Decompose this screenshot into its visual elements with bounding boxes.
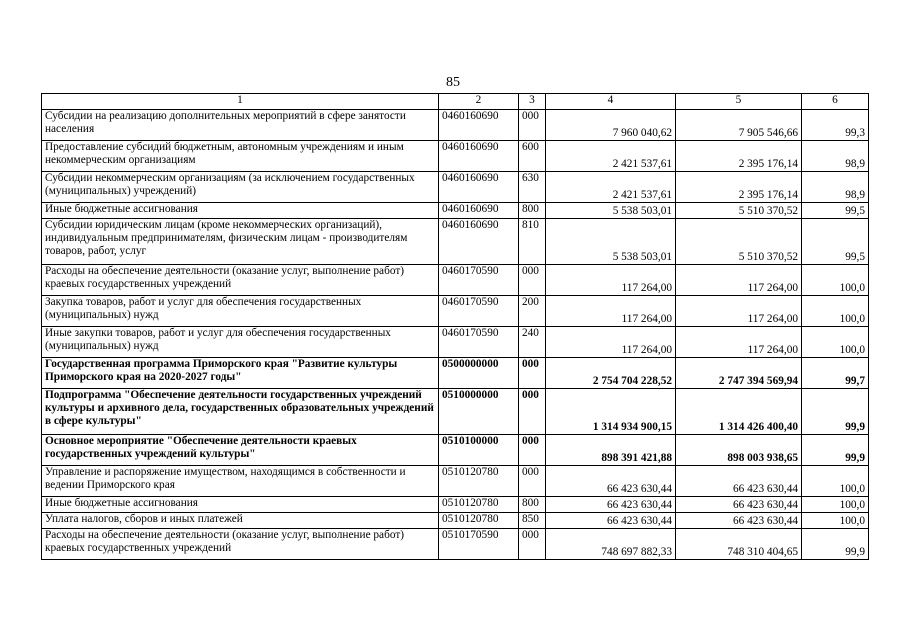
row-code: 0460160690 — [439, 110, 519, 141]
page-number: 85 — [446, 75, 460, 90]
row-name: Подпрограмма "Обеспечение деятельности государственных учреждений культуры и архивного дела, государственных образовательных учреждений в сфере культуры" — [42, 389, 439, 435]
row-percent: 99,9 — [802, 435, 869, 466]
table-row — [42, 513, 869, 529]
row-actual-amount: 66 423 630,44 — [676, 513, 802, 529]
row-name: Субсидии на реализацию дополнительных мероприятий в сфере занятости населения — [42, 110, 439, 141]
row-percent: 100,0 — [802, 513, 869, 529]
column-header: 1 — [42, 94, 439, 110]
row-code: 0510120780 — [439, 513, 519, 529]
row-actual-amount: 66 423 630,44 — [676, 466, 802, 497]
row-code: 0460170590 — [439, 265, 519, 296]
row-name: Управление и распоряжение имуществом, находящимся в собственности и ведении Приморского края — [42, 466, 439, 497]
row-percent: 100,0 — [802, 265, 869, 296]
row-expense-type: 630 — [519, 172, 546, 203]
column-header: 2 — [439, 94, 519, 110]
table-row — [42, 466, 869, 497]
table-row — [42, 265, 869, 296]
row-name: Субсидии юридическим лицам (кроме некоммерческих организаций), индивидуальным предпринимателям, физическим лицам - производителям товаров, работ, услуг — [42, 219, 439, 265]
row-actual-amount: 748 310 404,65 — [676, 529, 802, 560]
row-code: 0500000000 — [439, 358, 519, 389]
row-name: Иные закупки товаров, работ и услуг для обеспечения государственных (муниципальных) нужд — [42, 327, 439, 358]
table-row — [42, 141, 869, 172]
row-code: 0510100000 — [439, 435, 519, 466]
row-percent: 100,0 — [802, 466, 869, 497]
row-actual-amount: 2 395 176,14 — [676, 172, 802, 203]
row-planned-amount: 117 264,00 — [546, 327, 676, 358]
row-percent: 100,0 — [802, 296, 869, 327]
table-row — [42, 497, 869, 513]
row-code: 0510170590 — [439, 529, 519, 560]
row-percent: 100,0 — [802, 327, 869, 358]
row-planned-amount: 2 421 537,61 — [546, 172, 676, 203]
row-name: Основное мероприятие "Обеспечение деятельности краевых государственных учреждений культуры" — [42, 435, 439, 466]
row-expense-type: 600 — [519, 141, 546, 172]
row-code: 0460160690 — [439, 141, 519, 172]
row-name: Закупка товаров, работ и услуг для обеспечения государственных (муниципальных) нужд — [42, 296, 439, 327]
row-code: 0510120780 — [439, 466, 519, 497]
table-header-row — [42, 94, 869, 110]
table-row — [42, 358, 869, 389]
table-row — [42, 327, 869, 358]
row-expense-type: 000 — [519, 435, 546, 466]
row-planned-amount: 5 538 503,01 — [546, 203, 676, 219]
row-expense-type: 000 — [519, 265, 546, 296]
row-percent: 99,5 — [802, 203, 869, 219]
row-actual-amount: 117 264,00 — [676, 327, 802, 358]
row-name: Расходы на обеспечение деятельности (оказание услуг, выполнение работ) краевых государственных учреждений — [42, 529, 439, 560]
row-expense-type: 850 — [519, 513, 546, 529]
row-code: 0510000000 — [439, 389, 519, 435]
row-code: 0460160690 — [439, 203, 519, 219]
column-header: 5 — [676, 94, 802, 110]
row-planned-amount: 66 423 630,44 — [546, 497, 676, 513]
row-expense-type: 800 — [519, 203, 546, 219]
row-actual-amount: 1 314 426 400,40 — [676, 389, 802, 435]
row-actual-amount: 2 395 176,14 — [676, 141, 802, 172]
row-percent: 98,9 — [802, 141, 869, 172]
row-code: 0460160690 — [439, 219, 519, 265]
table-row — [42, 389, 869, 435]
table-row — [42, 110, 869, 141]
row-planned-amount: 66 423 630,44 — [546, 466, 676, 497]
row-actual-amount: 66 423 630,44 — [676, 497, 802, 513]
row-actual-amount: 898 003 938,65 — [676, 435, 802, 466]
row-actual-amount: 7 905 546,66 — [676, 110, 802, 141]
row-name: Иные бюджетные ассигнования — [42, 203, 439, 219]
row-planned-amount: 748 697 882,33 — [546, 529, 676, 560]
table-row — [42, 219, 869, 265]
row-planned-amount: 66 423 630,44 — [546, 513, 676, 529]
table-row — [42, 435, 869, 466]
row-code: 0460170590 — [439, 327, 519, 358]
row-actual-amount: 117 264,00 — [676, 296, 802, 327]
row-percent: 99,3 — [802, 110, 869, 141]
table-row — [42, 529, 869, 560]
row-expense-type: 000 — [519, 466, 546, 497]
row-code: 0460170590 — [439, 296, 519, 327]
row-planned-amount: 117 264,00 — [546, 296, 676, 327]
row-name: Иные бюджетные ассигнования — [42, 497, 439, 513]
budget-table — [41, 93, 869, 560]
row-name: Государственная программа Приморского края "Развитие культуры Приморского края на 2020-2027 годы" — [42, 358, 439, 389]
row-planned-amount: 898 391 421,88 — [546, 435, 676, 466]
row-actual-amount: 5 510 370,52 — [676, 219, 802, 265]
row-name: Предоставление субсидий бюджетным, автономным учреждениям и иным некоммерческим организациям — [42, 141, 439, 172]
row-name: Субсидии некоммерческим организациям (за исключением государственных (муниципальных) учреждений) — [42, 172, 439, 203]
column-header: 3 — [519, 94, 546, 110]
row-name: Уплата налогов, сборов и иных платежей — [42, 513, 439, 529]
row-name: Расходы на обеспечение деятельности (оказание услуг, выполнение работ) краевых государственных учреждений — [42, 265, 439, 296]
row-percent: 100,0 — [802, 497, 869, 513]
table-row — [42, 296, 869, 327]
row-expense-type: 000 — [519, 358, 546, 389]
row-percent: 99,9 — [802, 389, 869, 435]
row-planned-amount: 2 754 704 228,52 — [546, 358, 676, 389]
row-expense-type: 000 — [519, 389, 546, 435]
row-actual-amount: 117 264,00 — [676, 265, 802, 296]
row-expense-type: 810 — [519, 219, 546, 265]
row-expense-type: 000 — [519, 110, 546, 141]
row-expense-type: 800 — [519, 497, 546, 513]
row-planned-amount: 1 314 934 900,15 — [546, 389, 676, 435]
table-row — [42, 172, 869, 203]
row-percent: 98,9 — [802, 172, 869, 203]
row-planned-amount: 117 264,00 — [546, 265, 676, 296]
row-planned-amount: 7 960 040,62 — [546, 110, 676, 141]
column-header: 6 — [802, 94, 869, 110]
row-actual-amount: 2 747 394 569,94 — [676, 358, 802, 389]
row-expense-type: 000 — [519, 529, 546, 560]
table-row — [42, 203, 869, 219]
row-percent: 99,7 — [802, 358, 869, 389]
row-code: 0510120780 — [439, 497, 519, 513]
row-planned-amount: 5 538 503,01 — [546, 219, 676, 265]
row-code: 0460160690 — [439, 172, 519, 203]
row-percent: 99,9 — [802, 529, 869, 560]
column-header: 4 — [546, 94, 676, 110]
row-expense-type: 240 — [519, 327, 546, 358]
row-percent: 99,5 — [802, 219, 869, 265]
row-expense-type: 200 — [519, 296, 546, 327]
row-planned-amount: 2 421 537,61 — [546, 141, 676, 172]
row-actual-amount: 5 510 370,52 — [676, 203, 802, 219]
